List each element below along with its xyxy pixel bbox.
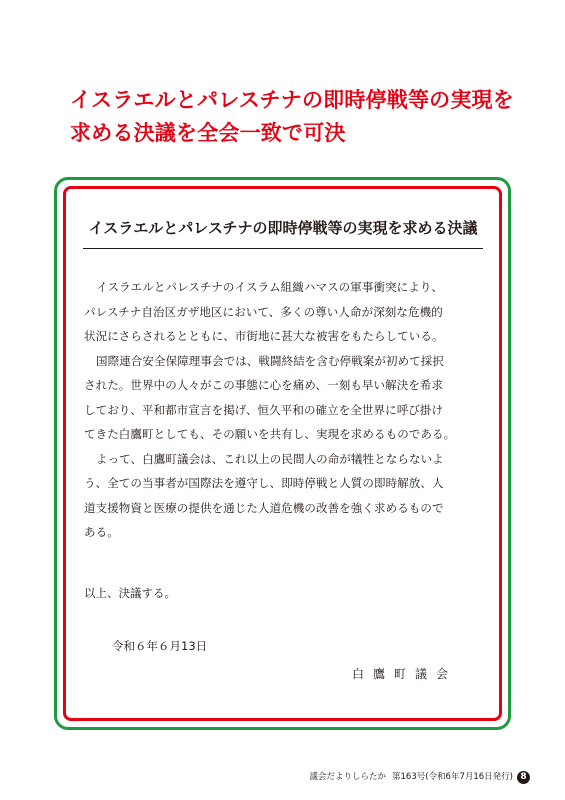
publication-name: 議会だよりしらたか — [309, 772, 386, 782]
page-number-badge: 8 — [517, 771, 530, 784]
body-line: よって、白鷹町議会は、これ以上の民間人の命が犠牲とならないよ — [96, 451, 444, 466]
resolution-date: 令和６年６月13日 — [112, 639, 208, 653]
body-line: う、全ての当事者が国際法を遵守し、即時停戦と人質の即時解放、人 — [84, 476, 444, 490]
closing-statement: 以上、決議する。 — [84, 586, 176, 600]
headline-line-1: イスラエルとパレスチナの即時停戦等の実現を — [70, 88, 514, 112]
body-line: された。世界中の人々がこの事態に心を痛め、一刻も早い解決を希求 — [84, 378, 444, 392]
body-line: しており、平和都市宣言を掲げ、恒久平和の確立を全世界に呼び掛け — [84, 402, 444, 417]
body-line: ある。 — [84, 525, 119, 539]
body-line: 状況にさらされるとともに、市街地に甚大な被害をもたらしている。 — [84, 329, 444, 343]
body-line: てきた白鷹町としても、その願いを共有し、実現を求めるものである。 — [84, 427, 456, 441]
resolution-body — [84, 275, 494, 545]
body-line: イスラエルとパレスチナのイスラム組織ハマスの軍事衝突により、 — [96, 280, 444, 294]
headline-line-2: 求める決議を全会一致で可決 — [70, 121, 346, 145]
title-underline — [83, 248, 483, 249]
page-footer — [300, 768, 530, 786]
headline — [70, 84, 530, 150]
resolution-title: イスラエルとパレスチナの即時停戦等の実現を求める決議 — [88, 219, 478, 237]
body-line: 国際連合安全保障理事会では、戦闘終結を含む停戦案が初めて採択 — [96, 353, 444, 368]
body-line: 道支援物資と医療の提供を通じた人道危機の改善を強く求めるもので — [84, 500, 444, 515]
body-line: パレスチナ自治区ガザ地区において、多くの尊い人命が深刻な危機的 — [84, 304, 443, 319]
issue-info: 第163号(令和6年7月16日発行) — [392, 772, 513, 782]
issuer-name: 白鷹町議会 — [352, 667, 458, 681]
